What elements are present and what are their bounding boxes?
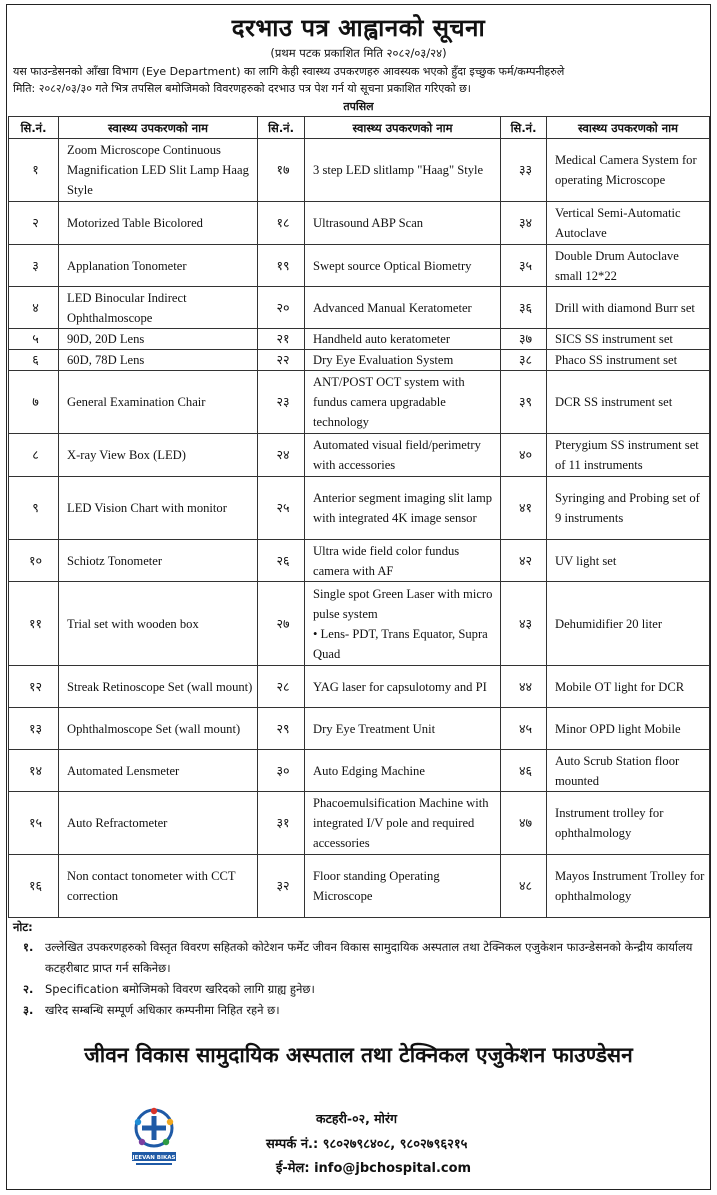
- item-name-cell: [547, 371, 710, 434]
- sn-cell: [9, 855, 59, 918]
- sn-cell: [501, 202, 547, 245]
- item-name: Drill with diamond Burr set: [555, 300, 695, 315]
- serial-number: ४०: [518, 447, 533, 462]
- serial-number: ३५: [518, 257, 533, 273]
- item-name-cell: [59, 477, 258, 540]
- item-name: DCR SS instrument set: [555, 395, 673, 409]
- sn-cell: [501, 792, 547, 855]
- item-name: UV light set: [555, 553, 617, 568]
- item-name-cell: [547, 139, 710, 202]
- note-item: [7, 937, 710, 979]
- table-header-row: [9, 117, 710, 139]
- item-name-cell: [305, 350, 501, 371]
- item-name-cell: [59, 434, 258, 477]
- sn-cell: [501, 329, 547, 350]
- sn-cell: [9, 139, 59, 202]
- item-name-cell: [305, 287, 501, 329]
- table-row: [9, 434, 710, 477]
- table-row: [9, 855, 710, 918]
- item-name: Applanation Tonometer: [67, 258, 187, 273]
- item-name: Swept source Optical Biometry: [313, 258, 472, 273]
- serial-number: ४८: [518, 878, 533, 893]
- item-name: Vertical Semi-Automatic Autoclave: [555, 206, 681, 240]
- item-name: Ophthalmoscope Set (wall mount): [67, 721, 241, 736]
- notice-title: दरभाउ पत्र आह्वानको सूचना: [231, 14, 486, 42]
- serial-number: २५: [276, 500, 290, 515]
- item-name: Zoom Microscope Continuous Magnification LED Slit Lamp Haag Style: [67, 143, 249, 197]
- serial-number: ७: [32, 394, 39, 409]
- header-name: स्वास्थ्य उपकरणको नाम: [305, 117, 501, 139]
- item-name: Dry Eye Treatment Unit: [313, 721, 436, 736]
- item-name: 90D, 20D Lens: [67, 332, 145, 346]
- item-name-cell: [59, 245, 258, 287]
- item-name: Auto Edging Machine: [313, 763, 425, 778]
- item-name-cell: [305, 139, 501, 202]
- item-name-cell: [305, 202, 501, 245]
- sn-cell: [9, 540, 59, 582]
- sn-cell: [501, 750, 547, 792]
- item-name-cell: [305, 855, 501, 918]
- sn-cell: [258, 371, 305, 434]
- sn-cell: [258, 708, 305, 750]
- item-name: Schiotz Tonometer: [67, 553, 163, 568]
- table-row: [9, 750, 710, 792]
- item-name-cell: [305, 792, 501, 855]
- sn-cell: [501, 708, 547, 750]
- serial-number: १५: [28, 815, 43, 830]
- item-name-cell: [547, 750, 710, 792]
- item-name: Motorized Table Bicolored: [67, 216, 203, 230]
- serial-number: ३: [32, 257, 39, 273]
- sn-cell: [501, 245, 547, 287]
- serial-number: ८: [32, 447, 39, 462]
- item-name-cell: [59, 371, 258, 434]
- serial-number: ४: [32, 299, 39, 315]
- table-row: [9, 287, 710, 329]
- item-name-cell: [59, 540, 258, 582]
- item-name: Anterior segment imaging slit lamp with integrated 4K image sensor: [313, 491, 493, 525]
- item-name: Double Drum Autoclave small 12*22: [555, 248, 679, 283]
- item-name: Pterygium SS instrument set of 11 instruments: [555, 438, 699, 472]
- item-name: Automated Lensmeter: [67, 763, 180, 778]
- footer-email[interactable]: ई-मेल: info@jbchospital.com: [276, 1161, 472, 1176]
- item-name: 3 step LED slitlamp "Haag" Style: [313, 163, 484, 177]
- sn-cell: [9, 434, 59, 477]
- item-name-cell: [547, 855, 710, 918]
- serial-number: ४३: [518, 615, 533, 631]
- serial-number: १३: [28, 720, 43, 736]
- serial-number: २७: [276, 615, 290, 631]
- item-name: Ultrasound ABP Scan: [313, 216, 424, 230]
- serial-number: २०: [276, 299, 290, 315]
- sn-cell: [9, 287, 59, 329]
- note-item: [7, 979, 710, 1000]
- sn-cell: [501, 855, 547, 918]
- sn-cell: [258, 855, 305, 918]
- sn-cell: [501, 434, 547, 477]
- sn-cell: [9, 371, 59, 434]
- item-name: Syringing and Probing set of 9 instruments: [555, 491, 700, 525]
- notice-page: [6, 4, 711, 1190]
- serial-number: ५: [32, 331, 39, 346]
- sn-cell: [9, 245, 59, 287]
- equipment-table: [8, 116, 710, 918]
- item-name-cell: [547, 582, 710, 666]
- serial-number: २: [32, 215, 39, 230]
- item-name: Dehumidifier 20 liter: [555, 616, 663, 631]
- serial-number: २४: [276, 447, 290, 462]
- sn-cell: [258, 329, 305, 350]
- serial-number: ६: [32, 352, 39, 367]
- item-name-cell: [547, 708, 710, 750]
- serial-number: ३९: [518, 394, 533, 409]
- table-row: [9, 582, 710, 666]
- table-row: [9, 245, 710, 287]
- item-name-cell: [59, 582, 258, 666]
- item-name-cell: [547, 350, 710, 371]
- item-name-cell: [547, 666, 710, 708]
- item-name-cell: [59, 287, 258, 329]
- item-name: Auto Refractometer: [67, 816, 168, 830]
- table-row: [9, 371, 710, 434]
- header-name: स्वास्थ्य उपकरणको नाम: [59, 117, 258, 139]
- item-name-cell: [305, 477, 501, 540]
- sn-cell: [9, 329, 59, 350]
- serial-number: १८: [276, 215, 290, 230]
- item-name: Streak Retinoscope Set (wall mount): [67, 679, 253, 694]
- serial-number: ३६: [518, 299, 533, 315]
- serial-number: २८: [276, 678, 290, 694]
- sn-cell: [501, 540, 547, 582]
- table-row: [9, 329, 710, 350]
- serial-number: ४६: [518, 762, 533, 778]
- serial-number: ३२: [276, 878, 290, 893]
- item-name: Floor standing Operating Microscope: [313, 869, 440, 903]
- serial-number: ४५: [518, 720, 533, 736]
- item-name: Medical Camera System for operating Microscope: [555, 153, 697, 187]
- note-text: Specification बमोजिमको विवरण खरिदको लागि ग्राह्य हुनेछ।: [45, 982, 315, 996]
- item-name-cell: [59, 666, 258, 708]
- sn-cell: [501, 371, 547, 434]
- note-item: [7, 1000, 710, 1021]
- sn-cell: [9, 582, 59, 666]
- sn-cell: [258, 139, 305, 202]
- sn-cell: [258, 540, 305, 582]
- note-number: १.: [23, 940, 34, 954]
- serial-number: १२: [28, 678, 43, 694]
- serial-number: २९: [276, 720, 290, 736]
- section-label: तपसिल: [343, 100, 374, 113]
- footer-phone: सम्पर्क नं.: ९८०२७९८४०८, ९८०२७९६२१५: [266, 1137, 468, 1152]
- item-name: Trial set with wooden box: [67, 616, 199, 631]
- note-number: ३.: [23, 1003, 34, 1017]
- note-number: २.: [23, 982, 34, 996]
- serial-number: १६: [28, 878, 43, 893]
- serial-number: ३३: [518, 162, 533, 177]
- item-name-cell: [305, 708, 501, 750]
- footer-org-name: जीवन विकास सामुदायिक अस्पताल तथा टेक्निकल एजुकेशन फाउण्डेसन: [84, 1043, 633, 1067]
- item-name: LED Vision Chart with monitor: [67, 501, 227, 515]
- table-row: [9, 477, 710, 540]
- item-name: Phacoemulsification Machine with integrated I/V pole and required accessories: [313, 796, 489, 850]
- item-name: General Examination Chair: [67, 395, 206, 409]
- serial-number: ४४: [518, 678, 533, 694]
- table-row: [9, 708, 710, 750]
- item-name-cell: [305, 750, 501, 792]
- sn-cell: [258, 582, 305, 666]
- sn-cell: [258, 434, 305, 477]
- item-name: Dry Eye Evaluation System: [313, 353, 454, 367]
- item-name: Advanced Manual Keratometer: [313, 300, 472, 315]
- sn-cell: [258, 477, 305, 540]
- item-name-cell: [547, 329, 710, 350]
- item-name-cell: [305, 666, 501, 708]
- footer-address: कटहरी-०२, मोरंग: [316, 1111, 398, 1126]
- header-sn: सि.नं.: [9, 117, 59, 139]
- table-row: [9, 540, 710, 582]
- logo-text: JEEVAN BIKAS: [132, 1154, 176, 1161]
- item-name-cell: [547, 202, 710, 245]
- serial-number: २३: [276, 394, 290, 409]
- item-name-cell: [305, 245, 501, 287]
- item-name-cell: [547, 792, 710, 855]
- item-name-cell: [59, 750, 258, 792]
- intro-line-1: यस फाउन्डेसनको आँखा विभाग (Eye Department) का लागि केही स्वास्थ्य उपकरणहरु आवस्यक भएको हुँदा इच्छुक फर्म/कम्पनीहरुले: [13, 65, 565, 78]
- header-sn: सि.नं.: [501, 117, 547, 139]
- serial-number: १७: [276, 162, 290, 177]
- sn-cell: [9, 750, 59, 792]
- item-name-cell: [547, 287, 710, 329]
- sn-cell: [501, 477, 547, 540]
- sn-cell: [501, 287, 547, 329]
- item-name: Handheld auto keratometer: [313, 332, 451, 346]
- item-name: Non contact tonometer with CCT correction: [67, 869, 236, 903]
- item-name: X-ray View Box (LED): [67, 448, 186, 462]
- intro-line-2: मिति: २०८२/०३/३० गते भित्र तपसिल बमोजिमको विवरणहरुको दरभाउ पत्र पेश गर्न यो सूचना प्रकाशित गरिएको छ।: [13, 82, 471, 95]
- item-name: Instrument trolley for ophthalmology: [555, 806, 664, 840]
- serial-number: ११: [28, 615, 43, 631]
- item-name-cell: [547, 477, 710, 540]
- sn-cell: [258, 287, 305, 329]
- hospital-logo: [128, 1106, 180, 1168]
- header-sn: सि.नं.: [258, 117, 305, 139]
- table-row: [9, 139, 710, 202]
- item-name: LED Binocular Indirect Ophthalmoscope: [67, 290, 187, 325]
- serial-number: १४: [28, 762, 43, 778]
- sn-cell: [9, 666, 59, 708]
- item-name: Automated visual field/perimetry with accessories: [313, 438, 481, 472]
- notice-subtitle: (प्रथम पटक प्रकाशित मिति २०८२/०३/२४): [270, 46, 447, 60]
- serial-number: ३१: [276, 815, 290, 830]
- item-name-cell: [59, 792, 258, 855]
- item-name-cell: [305, 582, 501, 666]
- item-name: Minor OPD light Mobile: [555, 721, 681, 736]
- notes-label: नोट:: [13, 920, 33, 934]
- notes-list: [7, 937, 710, 1021]
- item-name-cell: [305, 434, 501, 477]
- item-name-cell: [59, 202, 258, 245]
- sn-cell: [258, 792, 305, 855]
- item-sub-bullet: • Lens- PDT, Trans Equator, Supra Quad: [313, 626, 488, 661]
- serial-number: १९: [276, 257, 290, 273]
- item-name-cell: [305, 371, 501, 434]
- table-row: [9, 202, 710, 245]
- sn-cell: [9, 202, 59, 245]
- sn-cell: [9, 708, 59, 750]
- serial-number: २२: [276, 352, 290, 367]
- sn-cell: [258, 245, 305, 287]
- serial-number: २१: [276, 331, 290, 346]
- item-name-cell: [305, 329, 501, 350]
- serial-number: ४२: [518, 552, 533, 568]
- serial-number: ३७: [518, 331, 533, 346]
- item-name-cell: [59, 855, 258, 918]
- item-name: Mobile OT light for DCR: [555, 679, 685, 694]
- sn-cell: [9, 477, 59, 540]
- item-name-cell: [59, 350, 258, 371]
- serial-number: ४७: [518, 815, 533, 830]
- sn-cell: [9, 792, 59, 855]
- table-row: [9, 792, 710, 855]
- serial-number: ९: [32, 500, 39, 515]
- sn-cell: [258, 202, 305, 245]
- item-name: Ultra wide field color fundus camera with AF: [313, 543, 460, 578]
- sn-cell: [258, 350, 305, 371]
- item-name: SICS SS instrument set: [555, 332, 673, 346]
- sn-cell: [9, 350, 59, 371]
- item-name-cell: [547, 245, 710, 287]
- item-name-cell: [547, 540, 710, 582]
- serial-number: ३८: [518, 352, 533, 367]
- table-row: [9, 666, 710, 708]
- sn-cell: [501, 139, 547, 202]
- serial-number: २६: [276, 552, 290, 568]
- serial-number: १: [32, 162, 39, 177]
- note-text: खरिद सम्बन्धि सम्पूर्ण अधिकार कम्पनीमा निहित रहने छ।: [45, 1003, 280, 1017]
- item-name-cell: [59, 708, 258, 750]
- item-name: 60D, 78D Lens: [67, 353, 145, 367]
- item-name: Single spot Green Laser with micro pulse system: [313, 586, 493, 621]
- item-name-cell: [305, 540, 501, 582]
- item-name: Phaco SS instrument set: [555, 353, 678, 367]
- item-name: ANT/POST OCT system with fundus camera upgradable technology: [313, 375, 465, 429]
- sn-cell: [258, 666, 305, 708]
- sn-cell: [501, 350, 547, 371]
- sn-cell: [258, 750, 305, 792]
- item-name: YAG laser for capsulotomy and PI: [313, 679, 487, 694]
- notice-intro: [7, 61, 710, 97]
- serial-number: ३०: [276, 762, 290, 778]
- item-name: Mayos Instrument Trolley for ophthalmology: [555, 869, 705, 903]
- sn-cell: [501, 666, 547, 708]
- item-name-cell: [59, 139, 258, 202]
- serial-number: ३४: [518, 215, 533, 230]
- item-name: Auto Scrub Station floor mounted: [555, 753, 680, 788]
- note-text: उल्लेखित उपकरणहरुको विस्तृत विवरण सहितको कोटेशन फर्मेट जीवन विकास सामुदायिक अस्पताल तथा टेक्निकल एजुकेशन फाउन्डेसनको केन्द्रीय कार्यालय कटहरीबाट प्राप्त गर्न सकिनेछ।: [45, 940, 693, 975]
- table-row: [9, 350, 710, 371]
- serial-number: १०: [28, 552, 43, 568]
- item-name-cell: [59, 329, 258, 350]
- header-name: स्वास्थ्य उपकरणको नाम: [547, 117, 710, 139]
- serial-number: ४१: [518, 500, 533, 515]
- item-name-cell: [547, 434, 710, 477]
- sn-cell: [501, 582, 547, 666]
